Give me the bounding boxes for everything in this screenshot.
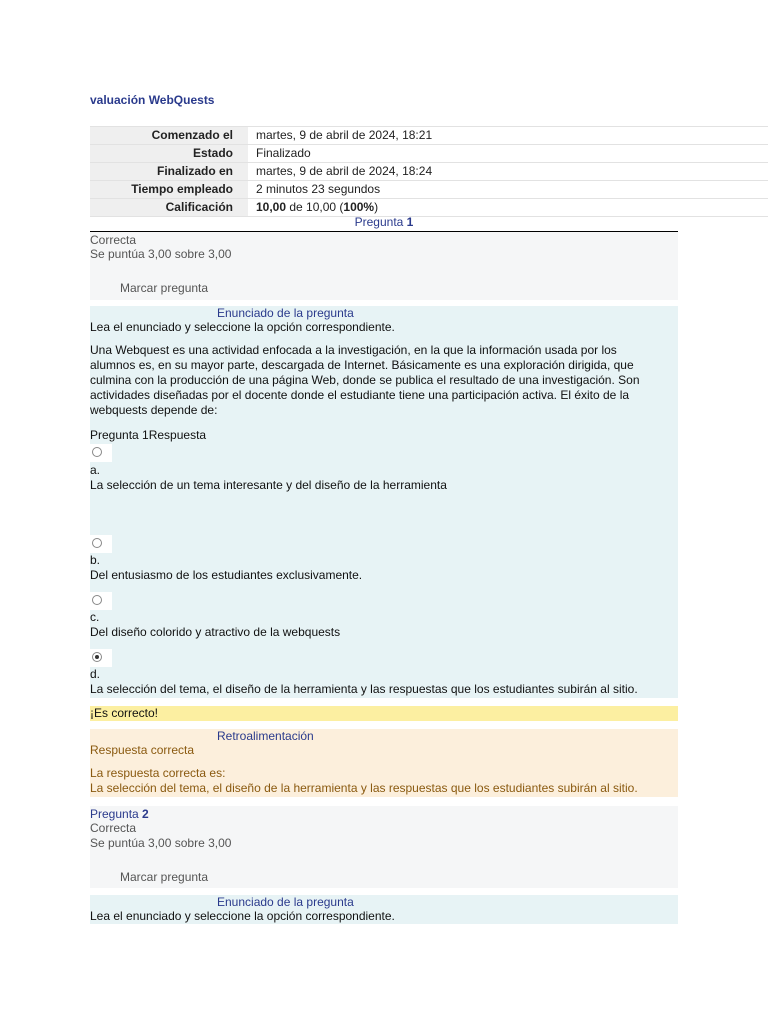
question-label: Pregunta: [354, 215, 407, 229]
option-d-letter: d.: [90, 667, 101, 681]
question-status: Correcta: [90, 821, 137, 835]
question-1-header: [90, 215, 678, 229]
feedback-intro: La respuesta correcta es:: [90, 766, 226, 780]
summary-row-started: [90, 127, 768, 145]
summary-key: Estado: [90, 145, 248, 163]
question-score: Se puntúa 3,00 sobre 3,00: [90, 247, 232, 261]
question-1-info: [90, 232, 678, 300]
option-a-radio[interactable]: [92, 447, 102, 457]
summary-key: Comenzado el: [90, 127, 248, 145]
summary-value: Finalizado: [248, 145, 768, 163]
option-c-radio-cell[interactable]: [90, 592, 112, 610]
question-2-info: [90, 806, 678, 888]
correct-message: ¡Es correcto!: [90, 706, 159, 720]
summary-value: 2 minutos 23 segundos: [248, 181, 768, 199]
option-b-radio[interactable]: [92, 538, 102, 548]
option-d-text[interactable]: La selección del tema, el diseño de la herramienta y las respuestas que los estudiantes subirán al sitio.: [90, 682, 638, 696]
summary-key: Finalizado en: [90, 163, 248, 181]
grade-end: ): [374, 200, 379, 214]
question-1-content: [90, 306, 678, 698]
summary-value: martes, 9 de abril de 2024, 18:24: [248, 163, 768, 181]
question-instruction: Lea el enunciado y seleccione la opción correspondiente.: [90, 909, 395, 923]
page-title: valuación WebQuests: [90, 93, 215, 107]
question-2-content: [90, 895, 678, 924]
feedback-answer: La selección del tema, el diseño de la herramienta y las respuestas que los estudiantes subirán al sitio.: [90, 781, 638, 795]
option-c-text[interactable]: Del diseño colorido y atractivo de la webquests: [90, 625, 341, 639]
question-instruction: Lea el enunciado y seleccione la opción correspondiente.: [90, 320, 395, 334]
summary-key: Calificación: [90, 199, 248, 217]
question-number: 2: [142, 807, 149, 821]
question-text-line: webquests depende de:: [90, 403, 218, 417]
summary-row-state: [90, 145, 768, 163]
grade-score: 10,00: [256, 200, 287, 214]
question-text-line: culmina con la producción de una página Web, donde se publica el resultado de una investigación. Son: [90, 373, 640, 387]
grade-percent: 100%: [343, 200, 375, 214]
summary-row-finished: [90, 163, 768, 181]
answer-label: Pregunta 1Respuesta: [90, 428, 207, 442]
attempt-summary-table: [90, 126, 768, 217]
question-label: Pregunta: [90, 807, 143, 821]
option-d-radio-selected[interactable]: [92, 652, 102, 662]
option-b-radio-cell[interactable]: [90, 535, 112, 553]
grade-mid: de 10,00 (: [286, 200, 344, 214]
option-b-text[interactable]: Del entusiasmo de los estudiantes exclusivamente.: [90, 568, 363, 582]
option-a-text[interactable]: La selección de un tema interesante y del diseño de la herramienta: [90, 478, 447, 492]
option-b-letter: b.: [90, 553, 101, 567]
option-a-letter: a.: [90, 463, 101, 477]
option-c-letter: c.: [90, 610, 100, 624]
summary-row-time: [90, 181, 768, 199]
feedback-box: [90, 729, 678, 797]
correct-message-bar: [90, 706, 678, 721]
statement-heading: Enunciado de la pregunta: [217, 895, 354, 909]
summary-row-grade: [90, 199, 768, 217]
question-text-line: Una Webquest es una actividad enfocada a la investigación, en la que la información usada por los: [90, 343, 617, 357]
feedback-title: Respuesta correcta: [90, 743, 195, 757]
statement-heading: Enunciado de la pregunta: [217, 306, 354, 320]
summary-value: martes, 9 de abril de 2024, 18:21: [248, 127, 768, 145]
flag-question-link[interactable]: Marcar pregunta: [120, 870, 209, 884]
feedback-heading: Retroalimentación: [217, 729, 314, 743]
option-d-radio-cell[interactable]: [90, 649, 112, 667]
summary-grade-value: [248, 199, 768, 217]
summary-key: Tiempo empleado: [90, 181, 248, 199]
question-text-line: alumnos es, en su mayor parte, descargada de Internet. Básicamente es una exploración dirigida, que: [90, 358, 634, 372]
flag-question-link[interactable]: Marcar pregunta: [120, 281, 209, 295]
question-2-title: [90, 807, 149, 821]
question-text: [90, 343, 678, 418]
question-status: Correcta: [90, 233, 137, 247]
option-a-radio-cell[interactable]: [90, 444, 112, 462]
question-score: Se puntúa 3,00 sobre 3,00: [90, 836, 232, 850]
question-number: 1: [406, 215, 414, 229]
question-text-line: actividades diseñadas por el docente donde el estudiante tiene una participación activa. El éxito de la: [90, 388, 630, 402]
option-c-radio[interactable]: [92, 595, 102, 605]
